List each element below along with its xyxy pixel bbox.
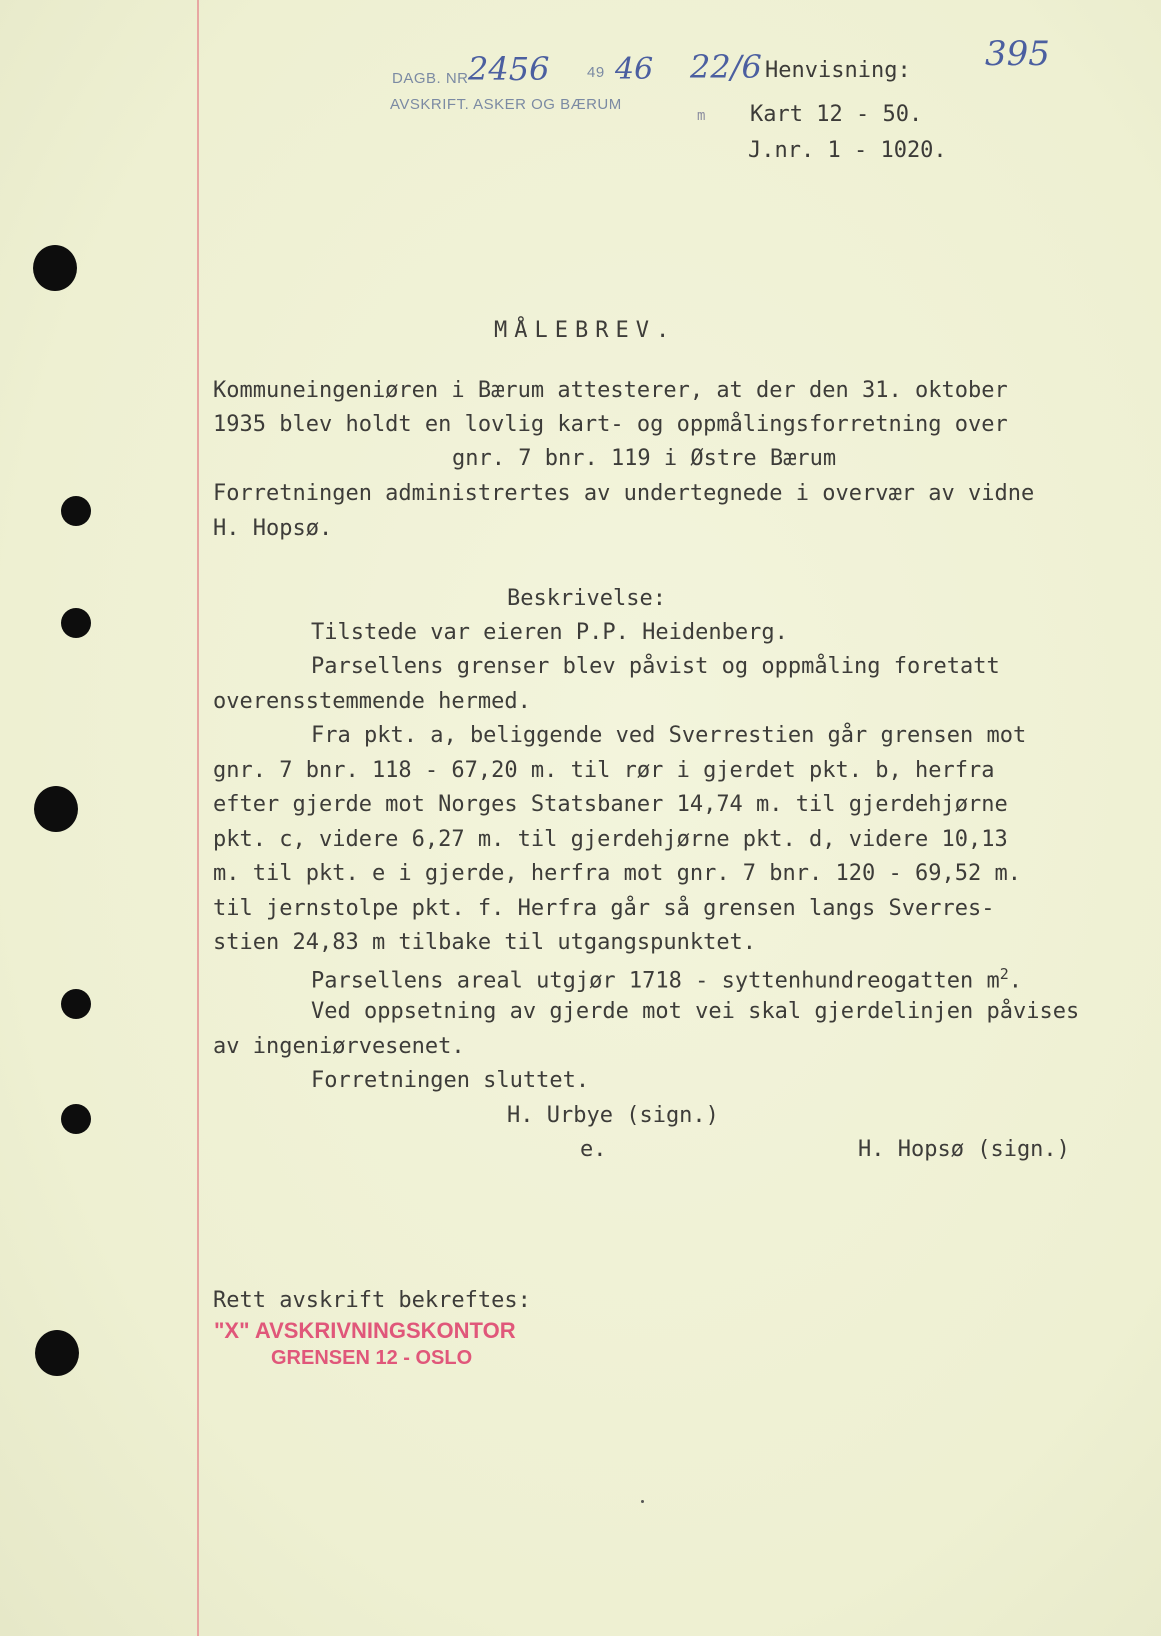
dagb-date: 22/6: [690, 48, 762, 86]
dagb-label: DAGB. NR: [392, 70, 469, 87]
certification-text: Rett avskrift bekreftes:: [213, 1288, 531, 1313]
description-line: overensstemmende hermed.: [213, 689, 531, 714]
punch-hole-6: [61, 1104, 91, 1134]
description-line: efter gjerde mot Norges Statsbaner 14,74 m. til gjerdehjørne: [213, 792, 1008, 817]
dagb-number: 2456: [468, 50, 550, 88]
punch-hole-4: [34, 786, 78, 832]
dagb-year: 46: [615, 52, 654, 87]
reference-marker: m: [697, 108, 706, 124]
ink-dot: [641, 1500, 644, 1503]
description-line: Ved oppsetning av gjerde mot vei skal gjerdelinjen påvises: [311, 999, 1080, 1024]
area-superscript: 2: [999, 965, 1009, 983]
description-line: Tilstede var eieren P.P. Heidenberg.: [311, 620, 788, 645]
punch-hole-2: [61, 496, 91, 526]
description-line: stien 24,83 m tilbake til utgangspunktet.: [213, 930, 757, 955]
intro-line: 1935 blev holdt en lovlig kart- og oppmålingsforretning over: [213, 412, 1008, 437]
punch-hole-5: [61, 989, 91, 1019]
description-line: Fra pkt. a, beliggende ved Sverrestien går grensen mot: [311, 723, 1027, 748]
reference-heading: Henvisning:: [765, 58, 911, 83]
description-heading: Beskrivelse:: [507, 586, 666, 611]
description-line: pkt. c, videre 6,27 m. til gjerdehjørne pkt. d, videre 10,13: [213, 827, 1008, 852]
signature-urbye: H. Urbye (sign.): [507, 1103, 719, 1128]
office-stamp-line1: "X" AVSKRIVNINGSKONTOR: [214, 1318, 516, 1343]
page-number: 395: [985, 34, 1050, 74]
signature-e: e.: [580, 1137, 607, 1162]
reference-kart: Kart 12 - 50.: [750, 102, 923, 127]
area-line: [311, 965, 1022, 993]
intro-line: H. Hopsø.: [213, 516, 333, 541]
punch-hole-1: [33, 245, 77, 291]
description-line: av ingeniørvesenet.: [213, 1034, 465, 1059]
area-text: Parsellens areal utgjør 1718 - syttenhundreogatten m: [311, 968, 1000, 994]
office-stamp-line2: GRENSEN 12 - OSLO: [271, 1347, 473, 1369]
avskrift-stamp: AVSKRIFT. ASKER OG BÆRUM: [390, 96, 622, 113]
red-margin-line: [197, 0, 199, 1636]
description-line: Forretningen sluttet.: [311, 1068, 590, 1093]
signature-hopso: H. Hopsø (sign.): [858, 1137, 1070, 1162]
reference-jnr: J.nr. 1 - 1020.: [748, 138, 947, 163]
description-line: Parsellens grenser blev påvist og oppmåling foretatt: [311, 654, 1000, 679]
punch-hole-3: [61, 608, 91, 638]
punch-hole-7: [35, 1330, 79, 1376]
description-line: gnr. 7 bnr. 118 - 67,20 m. til rør i gjerdet pkt. b, herfra: [213, 758, 995, 783]
document-title: MÅLEBREV.: [494, 318, 677, 343]
description-line: m. til pkt. e i gjerde, herfra mot gnr. 7 bnr. 120 - 69,52 m.: [213, 861, 1021, 886]
description-line: til jernstolpe pkt. f. Herfra går så grensen langs Sverres-: [213, 896, 995, 921]
intro-line: gnr. 7 bnr. 119 i Østre Bærum: [452, 446, 837, 471]
area-period: .: [1008, 968, 1023, 994]
intro-line: Forretningen administrertes av undertegnede i overvær av vidne: [213, 481, 1035, 506]
dagb-suffix: 49: [587, 64, 605, 81]
intro-line: Kommuneingeniøren i Bærum attesterer, at der den 31. oktober: [213, 378, 1008, 403]
